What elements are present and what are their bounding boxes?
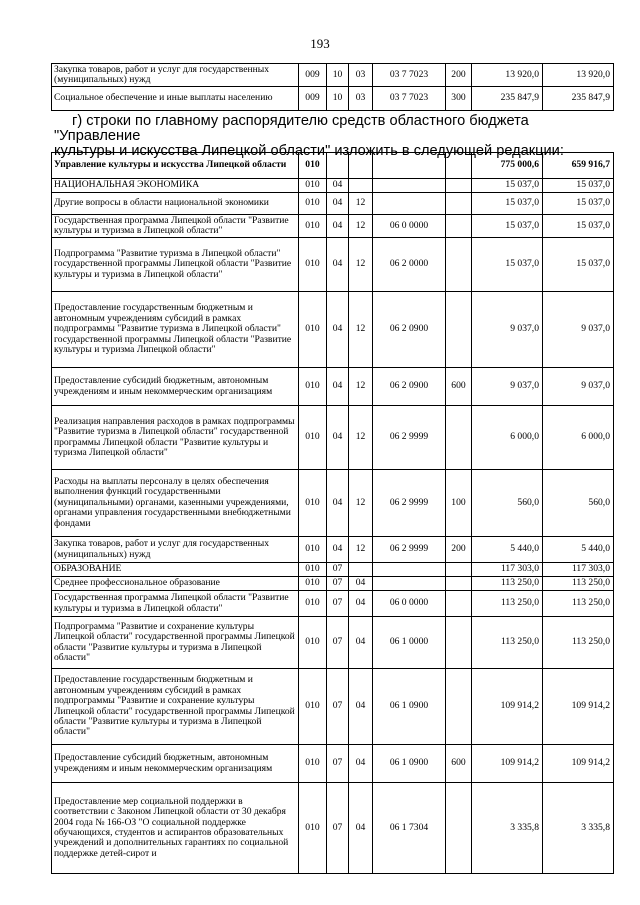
cell-admin-code: 010 [299, 179, 327, 193]
cell-name: Реализация направления расходов в рамках подпрограммы "Развитие туризма в Липецкой области" государственной программы Липецкой области "Развитие культуры и туризма Липецкой области" [52, 406, 299, 470]
cell-amount-2: 9 037,0 [543, 368, 614, 406]
heading-line-2: культуры и искусства Липецкой области" изложить в следующей редакции: [54, 143, 564, 159]
cell-subsection: 12 [349, 406, 373, 470]
cell-name: Предоставление мер социальной поддержки в соответствии с Законом Липецкой области от 30 декабря 2004 года № 166-ОЗ "О социальной поддержке обучающихся, студентов и аспирантов образовательных учреждений и дополнительных гарантиях по социальной поддержке детей-сирот и [52, 783, 299, 874]
cell-amount-1: 9 037,0 [472, 368, 543, 406]
table-row [52, 577, 614, 591]
cell-section: 07 [327, 617, 349, 669]
cell-subsection: 04 [349, 669, 373, 745]
table-row [52, 238, 614, 292]
cell-admin-code: 010 [299, 563, 327, 577]
cell-target-article: 06 2 9999 [373, 470, 446, 537]
cell-expense-type [446, 577, 472, 591]
cell-admin-code: 010 [299, 292, 327, 368]
cell-admin-code: 010 [299, 783, 327, 874]
cell-subsection: 04 [349, 617, 373, 669]
cell-section: 07 [327, 563, 349, 577]
cell-section: 07 [327, 577, 349, 591]
cell-expense-type [446, 215, 472, 238]
table-row [52, 563, 614, 577]
cell-section: 04 [327, 193, 349, 215]
cell-target-article [373, 577, 446, 591]
cell-name: Государственная программа Липецкой области "Развитие культуры и туризма в Липецкой области" [52, 591, 299, 617]
cell-target-article: 06 1 0900 [373, 669, 446, 745]
cell-admin-code: 010 [299, 153, 327, 179]
cell-target-article: 03 7 7023 [373, 87, 446, 111]
cell-subsection [349, 563, 373, 577]
cell-amount-2: 15 037,0 [543, 193, 614, 215]
cell-expense-type [446, 153, 472, 179]
cell-admin-code: 010 [299, 591, 327, 617]
cell-amount-1: 113 250,0 [472, 617, 543, 669]
cell-name: Предоставление государственным бюджетным и автономным учреждениям субсидий в рамках подпрограммы "Развитие и сохранение культуры Липецкой области" государственной программы Липецкой области "Развитие культуры и туризма в Липецкой области" [52, 669, 299, 745]
cell-name: Предоставление субсидий бюджетным, автономным учреждениям и иным некоммерческим организациям [52, 745, 299, 783]
cell-name: Управление культуры и искусства Липецкой области [52, 153, 299, 179]
cell-expense-type [446, 193, 472, 215]
cell-section: 04 [327, 292, 349, 368]
cell-admin-code: 010 [299, 745, 327, 783]
cell-section [327, 153, 349, 179]
cell-admin-code: 010 [299, 617, 327, 669]
cell-expense-type: 300 [446, 87, 472, 111]
cell-amount-1: 235 847,9 [472, 87, 543, 111]
cell-amount-2: 113 250,0 [543, 617, 614, 669]
cell-subsection: 04 [349, 591, 373, 617]
cell-subsection [349, 179, 373, 193]
cell-expense-type [446, 179, 472, 193]
cell-section: 07 [327, 783, 349, 874]
cell-amount-2: 109 914,2 [543, 669, 614, 745]
cell-section: 10 [327, 87, 349, 111]
cell-amount-2: 15 037,0 [543, 179, 614, 193]
table-row [52, 669, 614, 745]
cell-target-article: 06 2 0900 [373, 368, 446, 406]
table-row [52, 368, 614, 406]
cell-expense-type [446, 406, 472, 470]
cell-subsection: 12 [349, 470, 373, 537]
cell-section: 04 [327, 238, 349, 292]
cell-admin-code: 009 [299, 64, 327, 87]
cell-amount-2: 659 916,7 [543, 153, 614, 179]
cell-expense-type: 200 [446, 64, 472, 87]
cell-section: 04 [327, 537, 349, 563]
cell-target-article: 06 1 7304 [373, 783, 446, 874]
cell-amount-2: 6 000,0 [543, 406, 614, 470]
table-row [52, 406, 614, 470]
table-continued [51, 63, 614, 111]
cell-admin-code: 009 [299, 87, 327, 111]
cell-section: 07 [327, 745, 349, 783]
table-row [52, 64, 614, 87]
cell-name: НАЦИОНАЛЬНАЯ ЭКОНОМИКА [52, 179, 299, 193]
cell-amount-2: 117 303,0 [543, 563, 614, 577]
cell-amount-1: 15 037,0 [472, 179, 543, 193]
cell-amount-1: 3 335,8 [472, 783, 543, 874]
cell-subsection: 03 [349, 64, 373, 87]
cell-admin-code: 010 [299, 368, 327, 406]
cell-admin-code: 010 [299, 406, 327, 470]
heading-line-1: г) строки по главному распорядителю средств областного бюджета "Управление [54, 113, 529, 144]
cell-name: Подпрограмма "Развитие туризма в Липецкой области" государственной программы Липецкой области "Развитие культуры и туризма в Липецкой области" [52, 238, 299, 292]
cell-expense-type [446, 238, 472, 292]
cell-amount-2: 560,0 [543, 470, 614, 537]
cell-amount-1: 109 914,2 [472, 745, 543, 783]
cell-name: Государственная программа Липецкой области "Развитие культуры и туризма в Липецкой области" [52, 215, 299, 238]
cell-expense-type [446, 783, 472, 874]
cell-section: 07 [327, 591, 349, 617]
table-row [52, 470, 614, 537]
cell-admin-code: 010 [299, 193, 327, 215]
cell-target-article [373, 153, 446, 179]
cell-expense-type [446, 669, 472, 745]
cell-admin-code: 010 [299, 669, 327, 745]
cell-target-article: 03 7 7023 [373, 64, 446, 87]
cell-amount-1: 117 303,0 [472, 563, 543, 577]
table-row [52, 745, 614, 783]
table-row [52, 617, 614, 669]
cell-amount-1: 109 914,2 [472, 669, 543, 745]
cell-subsection: 04 [349, 783, 373, 874]
cell-subsection: 04 [349, 745, 373, 783]
cell-section: 04 [327, 215, 349, 238]
cell-expense-type: 100 [446, 470, 472, 537]
cell-amount-1: 6 000,0 [472, 406, 543, 470]
table-row [52, 215, 614, 238]
cell-subsection: 03 [349, 87, 373, 111]
cell-amount-2: 5 440,0 [543, 537, 614, 563]
cell-amount-1: 113 250,0 [472, 577, 543, 591]
cell-expense-type [446, 563, 472, 577]
cell-name: ОБРАЗОВАНИЕ [52, 563, 299, 577]
cell-expense-type [446, 591, 472, 617]
cell-name: Предоставление субсидий бюджетным, автономным учреждениям и иным некоммерческим организациям [52, 368, 299, 406]
cell-admin-code: 010 [299, 577, 327, 591]
cell-name: Другие вопросы в области национальной экономики [52, 193, 299, 215]
cell-subsection: 04 [349, 577, 373, 591]
cell-amount-2: 113 250,0 [543, 577, 614, 591]
table-row [52, 292, 614, 368]
cell-name: Закупка товаров, работ и услуг для государственных (муниципальных) нужд [52, 64, 299, 87]
table-row [52, 87, 614, 111]
cell-expense-type: 200 [446, 537, 472, 563]
table-row [52, 193, 614, 215]
table-row [52, 591, 614, 617]
cell-target-article: 06 2 0900 [373, 292, 446, 368]
cell-amount-2: 113 250,0 [543, 591, 614, 617]
cell-section: 04 [327, 368, 349, 406]
cell-target-article [373, 563, 446, 577]
cell-name: Закупка товаров, работ и услуг для государственных (муниципальных) нужд [52, 537, 299, 563]
cell-subsection: 12 [349, 537, 373, 563]
cell-name: Среднее профессиональное образование [52, 577, 299, 591]
cell-amount-1: 15 037,0 [472, 215, 543, 238]
cell-amount-1: 560,0 [472, 470, 543, 537]
cell-target-article: 06 2 9999 [373, 406, 446, 470]
page-number: 193 [310, 36, 330, 51]
cell-name: Расходы на выплаты персоналу в целях обеспечения выполнения функций государственными (муниципальными) органами, казенными учреждениями, органами управления государственными внебюджетными фондами [52, 470, 299, 537]
cell-admin-code: 010 [299, 215, 327, 238]
cell-admin-code: 010 [299, 537, 327, 563]
cell-target-article: 06 2 0000 [373, 238, 446, 292]
cell-section: 04 [327, 470, 349, 537]
cell-subsection: 12 [349, 292, 373, 368]
cell-target-article [373, 193, 446, 215]
cell-target-article [373, 179, 446, 193]
cell-expense-type [446, 292, 472, 368]
budget-table [51, 152, 614, 874]
cell-subsection: 12 [349, 193, 373, 215]
cell-amount-2: 13 920,0 [543, 64, 614, 87]
cell-expense-type: 600 [446, 368, 472, 406]
cell-expense-type [446, 617, 472, 669]
cell-amount-2: 235 847,9 [543, 87, 614, 111]
cell-amount-1: 13 920,0 [472, 64, 543, 87]
cell-section: 07 [327, 669, 349, 745]
cell-amount-2: 109 914,2 [543, 745, 614, 783]
cell-target-article: 06 1 0900 [373, 745, 446, 783]
cell-amount-1: 113 250,0 [472, 591, 543, 617]
cell-amount-1: 15 037,0 [472, 193, 543, 215]
cell-target-article: 06 1 0000 [373, 617, 446, 669]
cell-name: Подпрограмма "Развитие и сохранение культуры Липецкой области" государственной программы Липецкой области "Развитие культуры и туризма в Липецкой области" [52, 617, 299, 669]
table-row [52, 153, 614, 179]
cell-amount-2: 15 037,0 [543, 238, 614, 292]
table-row [52, 179, 614, 193]
table-row [52, 783, 614, 874]
table-row [52, 537, 614, 563]
cell-section: 04 [327, 406, 349, 470]
cell-target-article: 06 2 9999 [373, 537, 446, 563]
cell-subsection [349, 153, 373, 179]
cell-expense-type: 600 [446, 745, 472, 783]
cell-subsection: 12 [349, 238, 373, 292]
cell-target-article: 06 0 0000 [373, 215, 446, 238]
cell-amount-1: 15 037,0 [472, 238, 543, 292]
cell-amount-2: 9 037,0 [543, 292, 614, 368]
cell-amount-2: 3 335,8 [543, 783, 614, 874]
cell-amount-1: 9 037,0 [472, 292, 543, 368]
cell-amount-2: 15 037,0 [543, 215, 614, 238]
cell-subsection: 12 [349, 368, 373, 406]
cell-amount-1: 775 000,6 [472, 153, 543, 179]
cell-admin-code: 010 [299, 470, 327, 537]
cell-admin-code: 010 [299, 238, 327, 292]
cell-target-article: 06 0 0000 [373, 591, 446, 617]
cell-amount-1: 5 440,0 [472, 537, 543, 563]
cell-section: 04 [327, 179, 349, 193]
cell-name: Предоставление государственным бюджетным и автономным учреждениям субсидий в рамках подпрограммы "Развитие туризма в Липецкой области" государственной программы Липецкой области "Развитие культуры и туризма Липецкой области" [52, 292, 299, 368]
cell-subsection: 12 [349, 215, 373, 238]
cell-section: 10 [327, 64, 349, 87]
cell-name: Социальное обеспечение и иные выплаты населению [52, 87, 299, 111]
